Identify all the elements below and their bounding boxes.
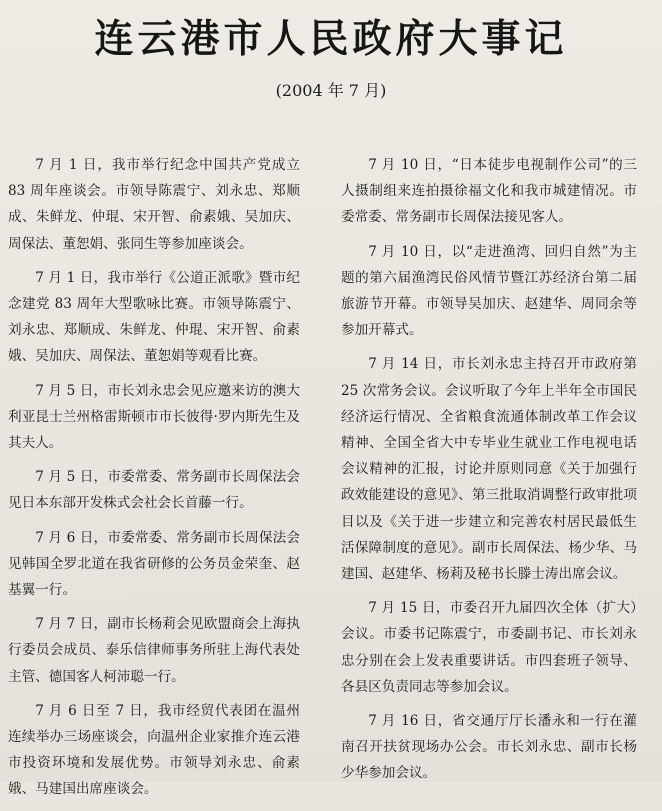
paragraph: 7 月 5 日，市长刘永忠会见应邀来访的澳大利亚昆士兰州格雷斯顿市市长彼得·罗内斯先生及其夫人。 (8, 382, 300, 452)
paragraph: 7 月 14 日，市长刘永忠主持召开市政府第 25 次常务会议。会议听取了今年上半年全市国民经济运行情况、全省粮食流通体制改革工作会议精神、全国全省大中专毕业生就业工作电视电话会议精神的汇报，讨论并原则同意《关于加强行政效能建设的意见》、第三批取消调整行政审批项目以及《关于进一步建立和完善农村居民最低生活保障制度的意见》。副市长周保法、杨少华、马建国、赵建华、杨莉及秘书长滕士涛出席会议。 (341, 356, 637, 583)
paragraph: 7 月 15 日，市委召开九届四次全体（扩大）会议。市委书记陈震宁，市委副书记、市长刘永忠分别在会上发表重要讲话。市四套班子领导、各县区负责同志等参加会议。 (341, 600, 637, 695)
page-title: 连云港市人民政府大事记 (94, 17, 568, 62)
paragraph: 7 月 6 日至 7 日，我市经贸代表团在温州连续举办三场座谈会，向温州企业家推介连云港市投资环境和发展优势。市领导刘永忠、俞素娥、马建国出席座谈会。 (8, 702, 300, 798)
left-column (8, 152, 300, 811)
paragraph: 7 月 10 日，“日本徒步电视制作公司”的三人摄制组来连拍摄徐福文化和我市城建情况。市委常委、常务副市长周保法接见客人。 (341, 157, 637, 226)
paragraph: 7 月 1 日，我市举行《公道正派歌》暨市纪念建党 83 周年大型歌咏比赛。市领导陈震宁、刘永忠、郑顺成、朱鲜龙、仲琨、宋开智、俞素娥、吴加庆、周保法、董恕娟等观看比赛。 (8, 269, 300, 365)
paragraph: 7 月 5 日，市委常委、常务副市长周保法会见日本东部开发株式会社会长首藤一行。 (8, 469, 300, 512)
paragraph: 7 月 1 日，我市举行纪念中国共产党成立 83 周年座谈会。市领导陈震宁、刘永忠、郑顺成、朱鲜龙、仲琨、宋开智、俞素娥、吴加庆、周保法、董恕娟、张同生等参加座谈会。 (8, 157, 300, 252)
paragraph: 7 月 16 日，省交通厅厅长潘永和一行在灌南召开扶贫现场办公会。市长刘永忠、副市长杨少华参加会议。 (341, 713, 637, 782)
paragraph: 7 月 6 日，市委常委、常务副市长周保法会见韩国全罗北道在我省研修的公务员金荣奎、赵基翼一行。 (8, 529, 300, 599)
right-column (341, 152, 637, 795)
paragraph: 7 月 10 日，以“走进渔湾、回归自然”为主题的第六届渔湾民俗风情节暨江苏经济台第二届旅游节开幕。市领导吴加庆、赵建华、周同余等参加开幕式。 (341, 243, 637, 339)
page-subtitle: (2004 年 7 月) (275, 81, 387, 100)
paragraph: 7 月 7 日，副市长杨莉会见欧盟商会上海执行委员会成员、泰乐信律师事务所驻上海代表处主管、德国客人柯沛聪一行。 (8, 616, 300, 685)
